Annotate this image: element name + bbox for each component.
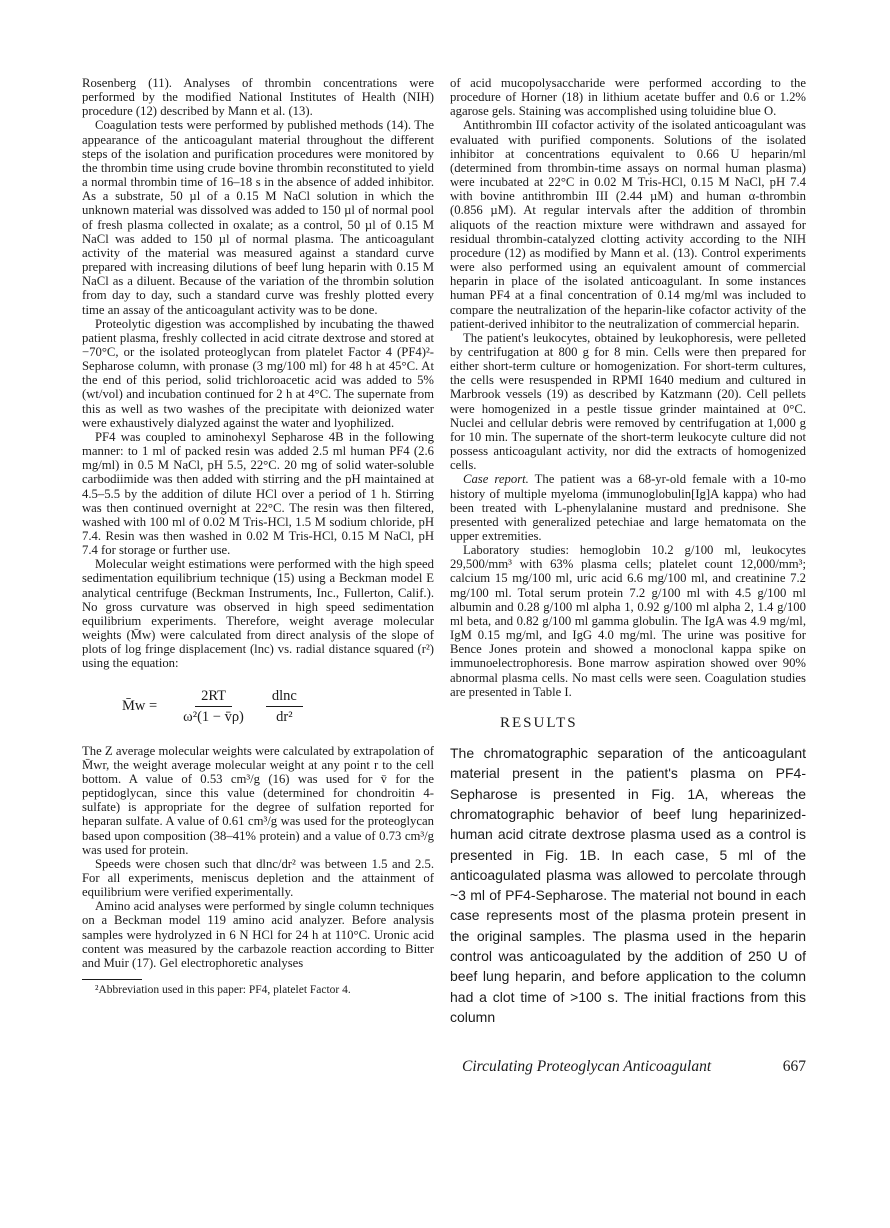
paragraph: of acid mucopolysaccharide were performed according to the procedure of Horner (18) in lithium acetate buffer and 0.6 or 1.2% agarose gels. Staining was accomplished using toluidine blue O. [450,76,806,119]
equation-numerator: dlnc [266,689,303,707]
equation-fraction-2 [266,689,303,724]
paragraph: The Z average molecular weights were calculated by extrapolation of M̄wr, the weight average molecular weight at any point r to the cell bottom. A value of 0.53 cm³/g (16) was used for v̄ for the peptidoglycan, since this value (determined for chondroitin 4-sulfate) is appropriate for the degree of sulfation reported for heparan sulfate. A value of 0.61 cm³/g was used for the proteoglycan based upon composition (38–41% protein) and a value of 0.73 cm³/g was used for protein. [82,743,434,857]
paragraph: PF4 was coupled to aminohexyl Sepharose 4B in the following manner: to 1 ml of packed resin was added 2.5 ml human PF4 (2.6 mg/ml) in 0.5 M NaCl, pH 5.5, 22°C. 20 mg of solid water-soluble carbodiimide was then added with stirring and the pH maintained at 4.5–5.5 by the addition of dilute HCl over a period of 1 h. Stirring was then continued overnight at 22°C. The resin was then filtered, washed with 100 ml of 0.02 M Tris-HCl, 1.5 M sodium chloride, pH 7.4. Resin was then washed in 0.02 M Tris-HCl, 0.15 M NaCl, pH 7.4 for storage or further use. [82,429,434,558]
equation-denominator: ω²(1 − v̄ρ) [183,709,244,726]
paragraph: Antithrombin III cofactor activity of the isolated anticoagulant was evaluated with purified components. Solutions of the isolated inhibitor at concentrations equivalent to 0.66 U heparin/ml (determined from thrombin-time assays on normal human plasma) were incubated at 22°C in 0.02 M Tris-HCl, 0.15 M NaCl, pH 7.4 with bovine antithrombin III (2.44 µM) and human α-thrombin (0.856 µM). At regular intervals after the addition of thrombin aliquots of the reaction mixture were withdrawn and assayed for residual thrombin-catalyzed clotting activity according to the NIH procedure (12) as modified by Mann et al. (13). Control experiments were also performed using an equivalent amount of commercial heparin in place of the isolated anticoagulant. In some instances human PF4 at a final concentration of 0.14 mg/ml was included to compare the neutralization of the heparin-like cofactor activity of the patient-derived inhibitor to the neutralization of commercial heparin. [450,118,806,331]
equation-lhs: M̄w = [122,698,158,715]
paragraph: Proteolytic digestion was accomplished by incubating the thawed patient plasma, freshly collected in acid citrate dextrose and stored at −70°C, or the isolated proteoglycan from platelet Factor 4 (PF4)²-Sepharose column, with pronase (3 mg/100 ml) for 48 h at 45°C. At the end of this period, solid trichloroacetic acid was added to 5% (wt/vol) and incubation continued for 2 h at 4°C. The supernate from this as well as two washes of the precipitate with deionized water were exhaustively dialyzed against the water and lyophilized. [82,316,434,430]
lab-paragraph: Laboratory studies: hemoglobin 10.2 g/100 ml, leukocytes 29,500/mm³ with 63% plasma cells; platelet count 12,000/mm³; calcium 15 mg/100 ml, uric acid 6.6 mg/100 ml, and creatinine 7.2 mg/100 ml. Total serum protein 7.2 g/100 ml with 4.5 g/100 ml albumin and 0.28 g/100 ml alpha 1, 0.92 g/100 ml alpha 2, 1.4 g/100 ml beta, and 0.82 g/100 ml gamma globulin. The IgA was 4.9 mg/ml, IgM 0.15 mg/ml, and IgG 4.0 mg/ml. The urine was positive for Bence Jones protein and showed a monoclonal kappa spike on immunoelectrophoresis. Bone marrow aspiration showed over 90% abnormal plasma cells. No mast cells were seen. Coagulation studies are presented in Table I. [450,543,806,699]
results-section [450,743,806,1027]
equation-denominator: dr² [276,709,293,726]
results-text: The chromatographic separation of the anticoagulant material present in the patient's plasma on PF4-Sepharose is presented in Fig. 1A, whereas the chromatographic behavior of beef lung heparinized-human acid citrate dextrose plasma used as a control is presented in Fig. 1B. In each case, 5 ml of the anticoagulated plasma was allowed to percolate through ~3 ml of PF4-Sepharose. The material not bound in each case represents most of the plasma protein present in the original samples. The plasma used in the heparin control was anticoagulated by the addition of 250 U of beef lung heparin, and before application to the column had a clot time of >100 s. The initial fractions from this column [450,745,806,1025]
running-title: Circulating Proteoglycan Anticoagulant [462,1058,712,1075]
case-report-label: Case report. [463,472,529,487]
molecular-weight-equation [122,680,434,734]
case-report-paragraph [450,472,806,543]
paragraph: The patient's leukocytes, obtained by leukophoresis, were pelleted by centrifugation at 800 g for 8 min. Cells were then prepared for either short-term culture or homogenization. For short-term cultures, the cells were resuspended in RPMI 1640 medium and cultured in Marbrook vessels (19) as described by Katzmann (20). Cell pellets were homogenized in a pestle tissue grinder maintained at 0°C. Nuclei and cellular debris were removed by centrifugation at 1,000 g for 10 min. The supernate of the short-term leukocyte culture did not possess anticoagulant activity, nor did the extracts of homogenized cells. [450,330,806,473]
paragraph: Molecular weight estimations were performed with the high speed sedimentation equilibrium technique (15) using a Beckman model E analytical centrifuge (Beckman Instruments, Inc., Fullerton, Calif.). No gross curvature was observed in high speed sedimentation equilibrium experiments. Therefore, weight average molecular weights (M̄w) were calculated from direct analysis of the slope of plots of log fringe displacement (lnc) vs. radial distance squared (r²) using the equation: [82,557,434,671]
equation-fraction-1 [177,689,250,724]
paragraph: Amino acid analyses were performed by single column techniques on a Beckman model 119 amino acid analyzer. Before analysis samples were hydrolyzed in 6 N HCl for 24 h at 110°C. Uronic acid content was measured by the carbazole reaction according to Bitter and Muir (17). Gel electrophoretic analyses [82,899,434,970]
right-column [450,76,806,1027]
case-report-text: The patient was a 68-yr-old female with a 10-mo history of multiple myeloma (immunoglobulin[Ig]A kappa) who had been treated with L-phenylalanine mustard and prednisone. She presented with generalized petechiae and large hematomata on the upper extremities. [450,472,806,543]
paragraph: Coagulation tests were performed by published methods (14). The appearance of the anticoagulant material throughout the different steps of the isolation and purification procedures were monitored by the thrombin time using crude bovine thrombin reconstituted to yield a normal thrombin time of 16–18 s in the absence of added inhibitor. As a substrate, 50 µl of a 0.15 M NaCl solution in which the unknown material was dissolved was added to 150 µl of normal pool of fresh plasma collected in oxalate; as a control, 50 µl of 0.15 M NaCl was added to 150 µl of normal plasma. The anticoagulant activity of the material was measured against a standard curve prepared with increasing dilutions of beef lung heparin with 0.15 M NaCl as a diluent. Because of the variation of the thrombin solution from day to day, such a standard curve was freshly plotted every time an assay of the anticoagulant activity was to be done. [82,118,434,317]
paragraph: Rosenberg (11). Analyses of thrombin concentrations were performed by the modified National Institutes of Health (NIH) procedure (12) described by Mann et al. (13). [82,76,434,119]
footnote: ²Abbreviation used in this paper: PF4, platelet Factor 4. [95,984,351,997]
footnote-rule [82,979,142,980]
equation-numerator: 2RT [195,689,232,707]
results-heading: RESULTS [500,714,578,731]
left-column [82,76,434,997]
page-number: 667 [782,1058,806,1075]
page-footer [462,1058,806,1076]
paragraph: Speeds were chosen such that dlnc/dr² was between 1.5 and 2.5. For all experiments, meniscus depletion and the attainment of equilibrium were verified experimentally. [82,856,434,900]
